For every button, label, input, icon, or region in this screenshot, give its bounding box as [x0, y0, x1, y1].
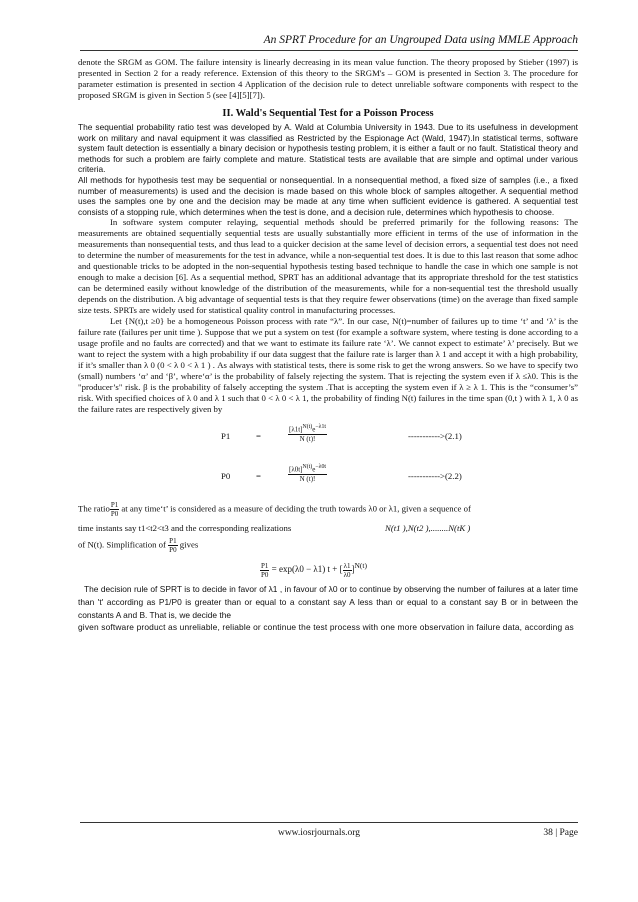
eq-label: P1 — [221, 431, 231, 442]
eq-number: ----------->(2.1) — [408, 431, 462, 442]
eq-equals: = — [256, 431, 261, 442]
footer-url: www.iosrjournals.org — [277, 828, 361, 838]
simplification-fraction: $\frac{P1}{P0}$ — [169, 537, 177, 555]
section-heading: II. Wald's Sequential Test for a Poisson Process — [222, 108, 434, 119]
decision-rule-continuation: given software product as unreliable, reliable or continue the test process with one more observation in failure data, according as — [78, 621, 574, 632]
realizations-line: time instants say t1<t2<t3 and the corresponding realizations N(t1 ),N(t2 ),........N(tK ) — [78, 523, 471, 534]
eq-label: P0 — [221, 471, 231, 482]
ratio-fraction: $\frac{P1}{P0}$ — [110, 501, 119, 519]
eq-number: ----------->(2.2) — [408, 471, 462, 482]
eq-fraction: $\frac{[\lambda 1t]^{N(t)}e^{-\lambda 1t}}{N (t)!}$ — [289, 424, 326, 443]
decision-rule-paragraph: The decision rule of SPRT is to decide in favor of λ1 , in favour of λ0 or to continue by observing the number of failures at a later time than 't' according as P1/P0 is greater than or equal to a constant say A less than or equal to a constant say B or in between the constants A and B. That is, we decide the — [78, 583, 578, 620]
simplification-line: of N(t). Simplification of $\frac{P1}{P0}$ gives — [78, 537, 199, 555]
equation-2-1 — [78, 421, 578, 455]
page-body — [78, 57, 578, 632]
sprt-paragraph-1: The sequential probability ratio test was developed by A. Wald at Columbia University in 1943. Due to its usefulness in development work on military and naval equipment it was classified as Restricted by the Espionage Act (Wald, 1947).In statistical terms, software system fault detection is essentially a binary decision or hypothesis testing problem, it is either a fault or no fault. Statistical theory and methods for such a problem are fairly complete and mature. Statistical tests are available that are simple and optimal under various criteria. — [78, 122, 578, 175]
sprt-paragraph-2: All methods for hypothesis test may be sequential or nonsequential. In a nonsequential method, a fixed size of samples (i.e., a fixed number of measurements) is used and the decision is made based on this whole block of samples altogether. A sequential method uses the samples one by one and the decision may be made at any time when sufficient evidence is gathered. A sequential test consists of a stopping rule, which determines when the test is done, and a decision rule, determines which hypothesis to choose. — [78, 174, 578, 217]
running-header: An SPRT Procedure for an Ungrouped Data using MMLE Approach — [263, 34, 578, 46]
eq-equals: = — [256, 471, 261, 482]
intro-paragraph: denote the SRGM as GOM. The failure intensity is linearly decreasing in its mean value function. The theory proposed by Stieber (1997) is presented in Section 2 for a ready reference. Extension of this theory to the SRGM's – GOM is presented in Section 3. The procedure for parameter estimation is presented in section 4 Application of the decision rule to detect unreliable software components with respect to the proposed SRGM is given in Section 5 (see [4][5][7]). — [78, 57, 578, 100]
header-rule — [80, 50, 578, 51]
poisson-paragraph: Let {N(t),t ≥0} be a homogeneous Poisson process with rate “λ”. In our case, N(t)=number of failures up to time ‘t’ and ‘λ’ is the failure rate (failures per unit time ). Suppose that we put a system on test (for example a software system, where testing is done according to a usage profile and no faults are corrected) and that we want to estimate its failure rate ‘λ’. We cannot expect to estimate’ λ’ precisely. But we want to reject the system with a high probability if our data suggest that the failure rate is larger than λ 1 and accept it with a high probability, if it’s smaller than λ 0 (0 < λ 0 < λ 1 ) . As always with statistical tests, there is some risk to get the wrong answers. So we have to specify two (small) numbers ‘α’ and ‘β’, where‘α’ is the probability of falsely rejecting the system. That is rejecting the system even if λ ≤λ0. This is the "producer’s" risk. β is the probability of falsely accepting the system .That is accepting the system even if λ ≥ λ 1. This is the “consumer’s” risk. With specified choices of λ 0 and λ 1 such that 0 < λ 0 < λ 1, the probability of finding N(t) failures in the time span (0,t ) with λ 1, λ 0 as the failure rates are respectively given by — [78, 316, 578, 415]
eq-fraction: $\frac{[\lambda 0t]^{N(t)}e^{-\lambda 0t}}{N (t)!}$ — [289, 464, 326, 483]
relaying-paragraph: In software system computer relaying, sequential methods should be preferred primarily for the following reasons: The measurements are obtained sequentially sequential tests are usually substantially more efficient in terms of the use of information in the measurements than nonsequential tests, and thus lead to a quicker decision at the same level of decision errors, a sequential test does not need to determine the number of measurements for the test in advance, while a non-sequential test does. It is due to this last reason that some adhoc and questionable tricks to be adopted in the non-sequential hypothesis testing based technique to handle the case in which one sample is not enough to make a decision [6]. As a sequential method, SPRT has an additional advantage that its appropriate threshold for the test statistics can be determined easily without knowledge of the distribution of the measurements, while for a non-sequential test the threshold usually depends on the distribution. A big advantage of sequential tests is that they require fewer observations (time) on the average than fixed sample size tests. SPRTs are widely used for statistical quality control in manufacturing processes. — [78, 217, 578, 316]
simplified-equation: $\frac{P1}{P0}$ = exp(λ0 − λ1) t + [ $\frac{\lambda 1}{\lambda 0}$ ]$^{N(t)}$ — [261, 561, 368, 579]
equation-2-2 — [78, 461, 578, 495]
realizations-sequence: N(t1 ),N(t2 ),........N(tK ) — [385, 523, 471, 534]
ratio-sentence: The ratio $\frac{P1}{P0}$ at any time‘t’ is considered as a measure of deciding the truth towards λ0 or λ1, given a sequence of — [78, 501, 471, 519]
page-number: 38 | Page — [543, 828, 578, 838]
footer-rule — [80, 822, 578, 823]
